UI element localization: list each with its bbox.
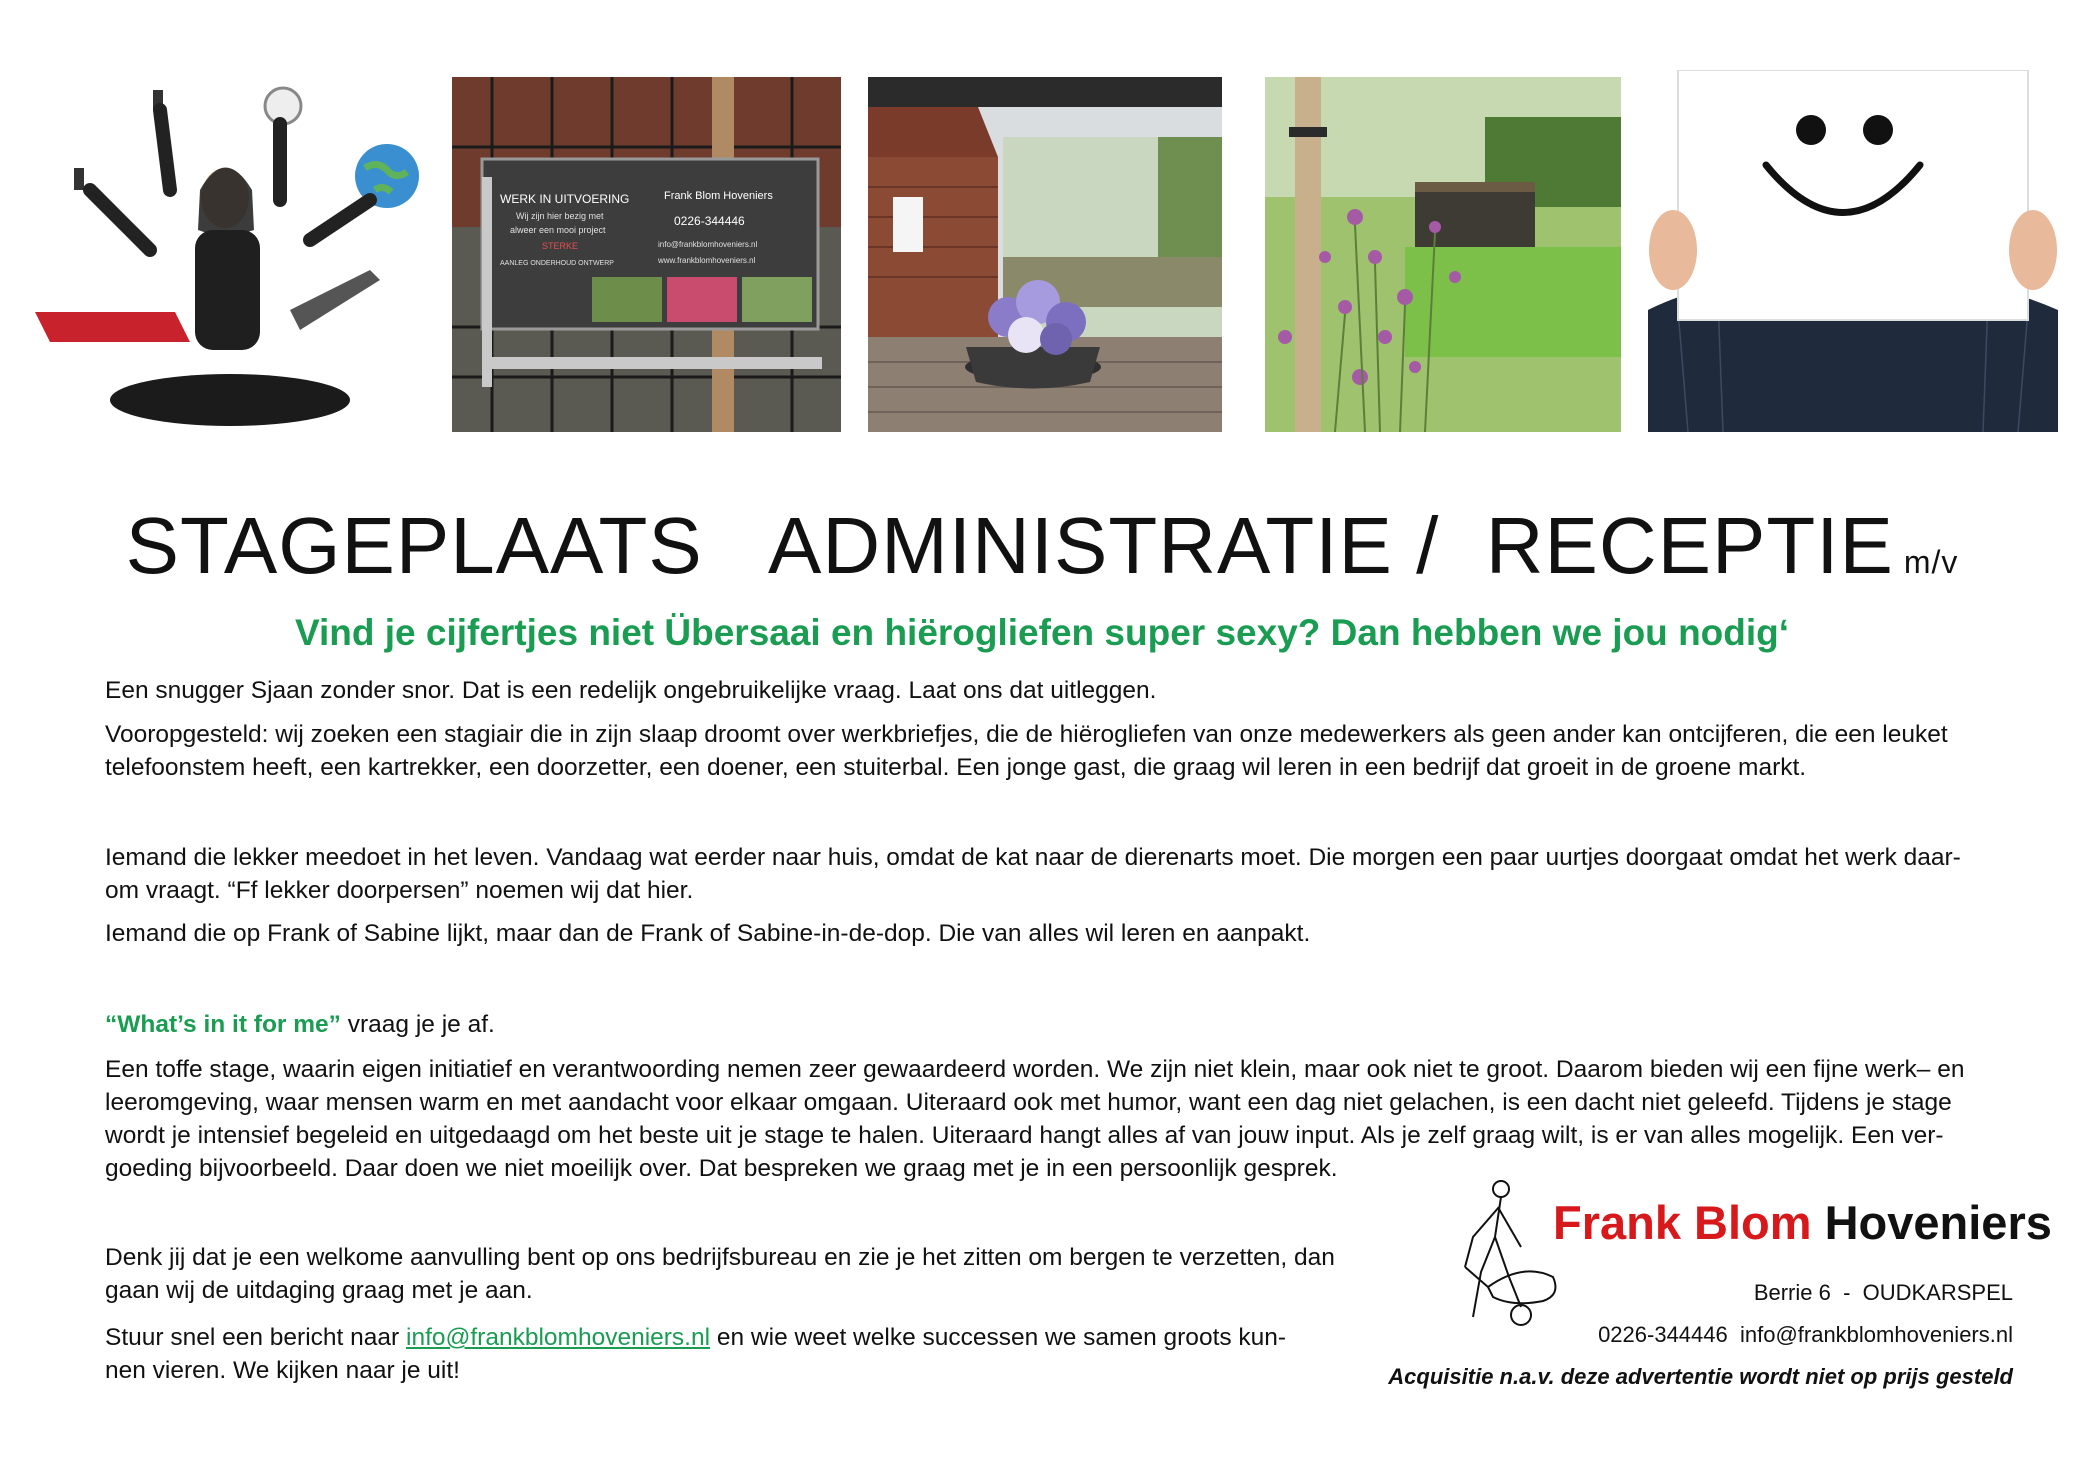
title-suffix: m/v — [1903, 544, 1959, 580]
email-link[interactable]: info@frankblomhoveniers.nl — [406, 1324, 711, 1351]
photo-terrace-flowerpot — [868, 77, 1222, 432]
paragraph-line: goeding bijvoorbeeld. Daar doen we niet moeilijk over. Dat bespreken we graag met je in een persoonlijk gesprek. — [105, 1155, 1338, 1182]
logo-name-red: Frank Blom — [1553, 1196, 1812, 1249]
whats-in-it-heading: “What’s in it for me” — [105, 1011, 341, 1038]
paragraph-line: Iemand die lekker meedoet in het leven. Vandaag wat eerder naar huis, omdat de kat naar de dierenarts moet. Die morgen een paar uurtjes doorgaat omdat het werk daar- — [105, 844, 1961, 871]
sign-line2: Wij zijn hier bezig met — [516, 211, 604, 221]
photo-construction-sign — [452, 77, 841, 432]
sign-web: www.frankblomhoveniers.nl — [658, 256, 756, 265]
paragraph-requirements — [105, 718, 2005, 784]
sign-line1: WERK IN UITVOERING — [500, 192, 630, 206]
page-title — [0, 500, 2084, 592]
photo-multitasking-woman — [30, 80, 430, 435]
sign-email: info@frankblomhoveniers.nl — [658, 240, 758, 249]
contact-prefix: Stuur snel een bericht naar — [105, 1324, 406, 1351]
company-address: Berrie 6 - OUDKARSPEL — [1753, 1280, 2013, 1305]
photo-garden-verbena — [1265, 77, 1621, 432]
subtitle: Vind je cijfertjes niet Übersaai en hiërogliefen super sexy? Dan hebben we jou nodig‘ — [294, 612, 1790, 653]
paragraph-line: telefoonstem heeft, een kartrekker, een doorzetter, een doener, een stuiterbal. Een jonge gast, die graag wil leren in een bedrijf dat groeit in de groene markt. — [105, 754, 1807, 781]
paragraph-whats-in-it — [105, 1008, 2005, 1041]
sign-line5: AANLEG ONDERHOUD ONTWERP — [500, 260, 614, 267]
paragraph-line: nen vieren. We kijken naar je uit! — [105, 1357, 460, 1384]
paragraph-offer — [105, 1053, 2005, 1185]
sign-brand: Frank Blom Hoveniers — [664, 190, 773, 202]
paragraph-line: leeromgeving, waar mensen warm en met aandacht voor elkaar omgaan. Uiteraard ook met humor, want een dag niet gelachen, is een dacht niet geleefd. Tijdens je stage — [105, 1089, 1952, 1116]
paragraph-line: Denk jij dat je een welkome aanvulling bent op ons bedrijfsbureau en zie je het zitten om bergen te verzetten, dan — [105, 1244, 1335, 1271]
company-contact: 0226-344446 info@frankblomhoveniers.nl — [1598, 1322, 2013, 1347]
sign-line4: STERKE — [542, 241, 579, 251]
sign-line3: alweer een mooi project — [510, 225, 606, 235]
paragraph-contact — [105, 1321, 1405, 1387]
whats-in-it-rest: vraag je je af. — [340, 1011, 495, 1038]
photo-smiley-sign — [1648, 70, 2058, 432]
contact-suffix: en wie weet welke successen we samen groots kun- — [710, 1324, 1287, 1351]
paragraph-intro: Een snugger Sjaan zonder snor. Dat is een redelijk ongebruikelijke vraag. Laat ons dat uitleggen. — [105, 677, 1157, 704]
gardener-wheelbarrow-icon — [1443, 1177, 1563, 1332]
title-main: STAGEPLAATS ADMINISTRATIE / RECEPTIE — [125, 501, 1894, 590]
paragraph-line: Vooropgesteld: wij zoeken een stagiair die in zijn slaap droomt over werkbriefjes, die de hiërogliefen van onze medewerkers als geen ander kan ontcijferen, die een leuket — [105, 721, 1948, 748]
paragraph-line: om vraagt. “Ff lekker doorpersen” noemen wij dat hier. — [105, 877, 694, 904]
acquisition-disclaimer: Acquisitie n.a.v. deze advertentie wordt niet op prijs gesteld — [1388, 1364, 2013, 1389]
paragraph-line: gaan wij de uitdaging graag met je aan. — [105, 1277, 533, 1304]
paragraph-frank-sabine: Iemand die op Frank of Sabine lijkt, maar dan de Frank of Sabine-in-de-dop. Die van alles wil leren en aanpakt. — [105, 920, 1311, 947]
company-logo-name — [1553, 1195, 2052, 1250]
paragraph-personality — [105, 841, 2005, 907]
paragraph-line: Een toffe stage, waarin eigen initiatief en verantwoording nemen zeer gewaardeerd worden. We zijn niet klein, maar ook niet te groot. Daarom bieden wij een fijne werk– en — [105, 1056, 1965, 1083]
sign-phone: 0226-344446 — [674, 214, 745, 228]
paragraph-line: wordt je intensief begeleid en uitgedaagd om het beste uit je stage te halen. Uiteraard hangt alles af van jouw input. Als je zelf graag wilt, is er van alles mogelijk. Een ver- — [105, 1122, 1944, 1149]
paragraph-call-to-action — [105, 1241, 1405, 1307]
logo-name-black: Hoveniers — [1811, 1196, 2052, 1249]
